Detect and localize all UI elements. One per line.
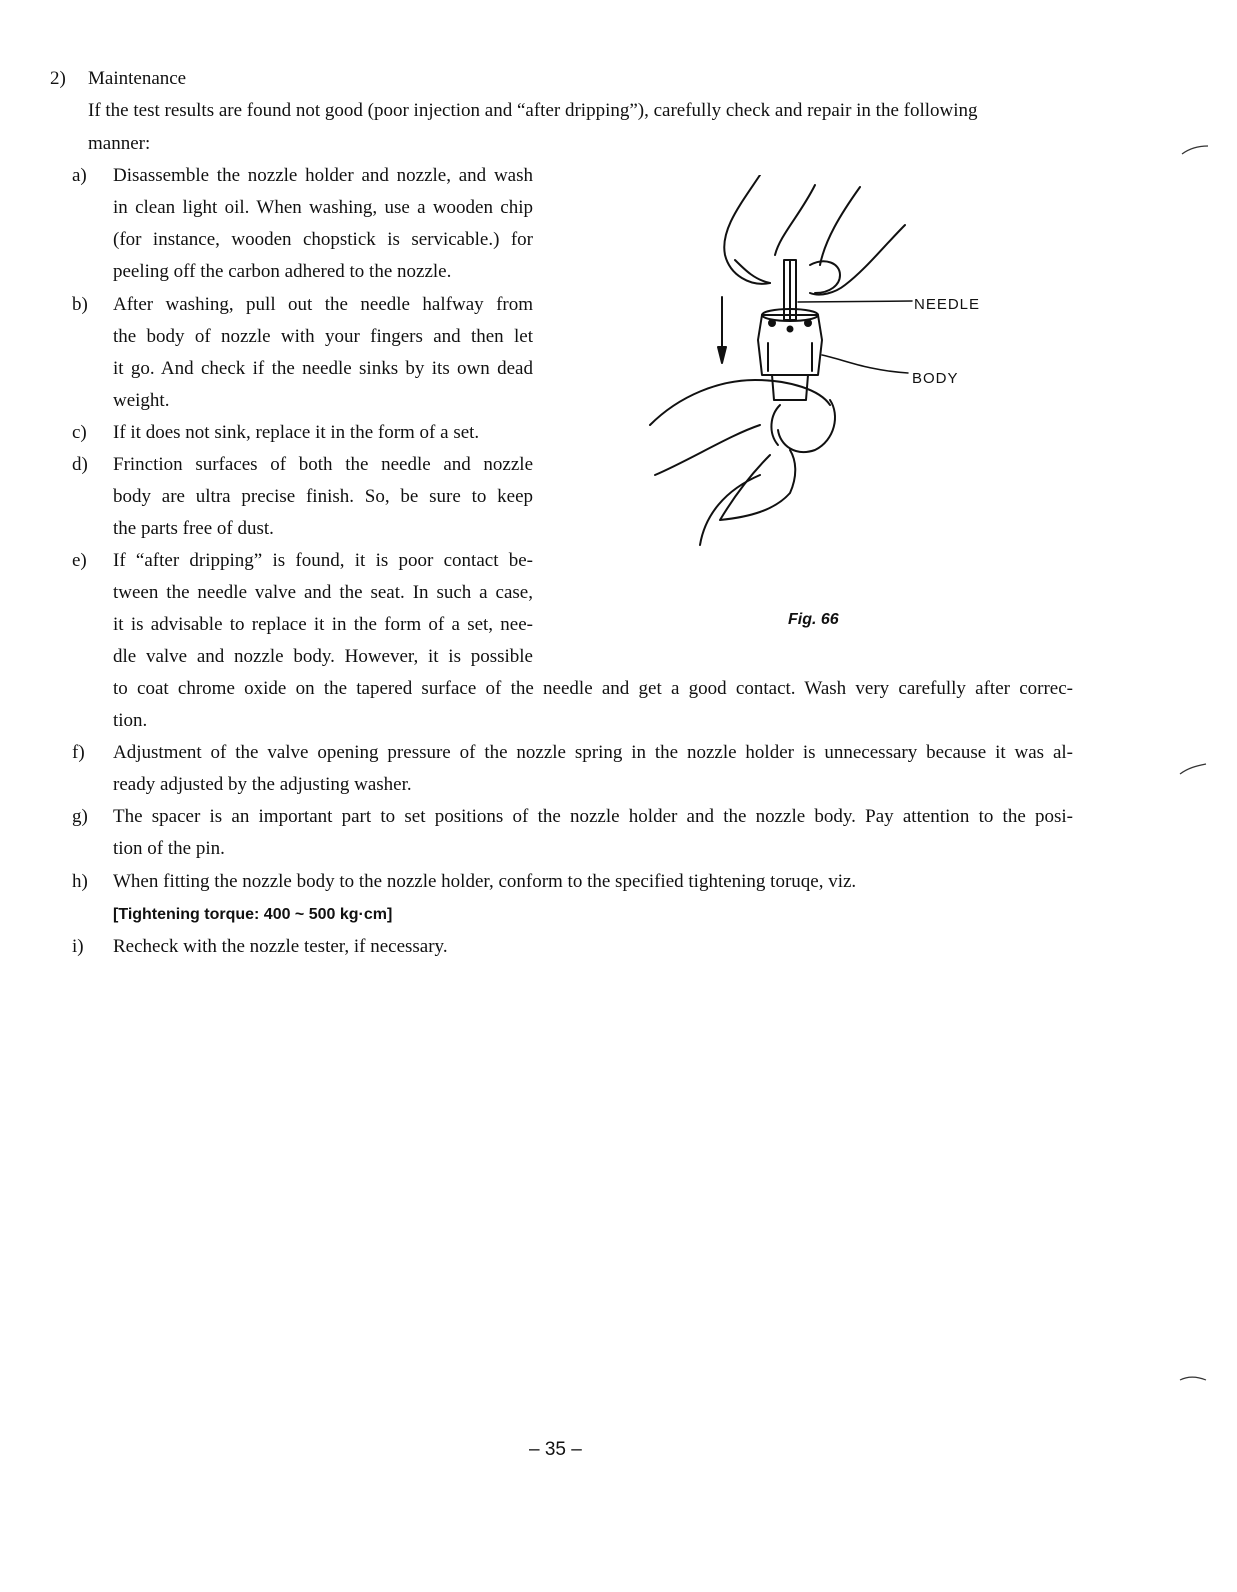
item-a-label: a) (72, 165, 87, 186)
item-d-line: body are ultra precise finish. So, be sure to keep (113, 486, 533, 507)
item-a-line: Disassemble the nozzle holder and nozzle, and wash (113, 165, 533, 186)
item-f-line: ready adjusted by the adjusting washer. (113, 774, 412, 795)
scan-edge-mark (1178, 760, 1208, 780)
item-g-line: tion of the pin. (113, 838, 225, 859)
figure-caption: Fig. 66 (788, 611, 839, 628)
item-e-line: it is advisable to replace it in the form of a set, nee- (113, 614, 533, 635)
needle-callout-label: NEEDLE (914, 296, 981, 313)
tightening-torque-spec: [Tightening torque: 400 ~ 500 kg·cm] (113, 906, 393, 923)
intro-line-2: manner: (88, 133, 151, 154)
item-g-label: g) (72, 806, 88, 827)
item-c-line: If it does not sink, replace it in the form of a set. (113, 422, 480, 443)
item-e-label: e) (72, 550, 87, 571)
item-f-label: f) (72, 742, 85, 763)
item-e-line: tween the needle valve and the seat. In such a case, (113, 582, 533, 603)
section-title: Maintenance (88, 68, 187, 89)
item-e-line: to coat chrome oxide on the tapered surface of the needle and get a good contact. Wash very carefully after correc- (113, 678, 1073, 699)
item-a-line: (for instance, wooden chopstick is servicable.) for (113, 229, 533, 250)
item-b-line: the body of nozzle with your fingers and then let (113, 326, 533, 347)
item-e-line: dle valve and nozzle body. However, it is possible (113, 646, 533, 667)
item-h-line: When fitting the nozzle body to the nozzle holder, conform to the specified tightening toruqe, viz. (113, 871, 857, 892)
intro-line-1: If the test results are found not good (poor injection and “after dripping”), carefully check and repair in the following (88, 100, 978, 121)
item-i-line: Recheck with the nozzle tester, if necessary. (113, 936, 448, 957)
body-callout-label: BODY (912, 370, 959, 387)
item-d-line: Frinction surfaces of both the needle and nozzle (113, 454, 533, 475)
item-a-line: in clean light oil. When washing, use a wooden chip (113, 197, 533, 218)
item-c-label: c) (72, 422, 87, 443)
item-b-line: weight. (113, 390, 170, 411)
scan-edge-mark (1180, 140, 1210, 160)
nozzle-needle-illustration (640, 175, 1000, 555)
item-b-line: After washing, pull out the needle halfway from (113, 294, 533, 315)
item-b-line: it go. And check if the needle sinks by its own dead (113, 358, 533, 379)
item-b-label: b) (72, 294, 88, 315)
scan-edge-mark (1178, 1370, 1208, 1390)
section-number: 2) (50, 68, 66, 89)
item-d-line: the parts free of dust. (113, 518, 274, 539)
item-e-line: tion. (113, 710, 148, 731)
item-f-line: Adjustment of the valve opening pressure of the nozzle spring in the nozzle holder is unnecessary because it was al- (113, 742, 1073, 763)
item-g-line: The spacer is an important part to set positions of the nozzle holder and the nozzle body. Pay attention to the posi- (113, 806, 1073, 827)
item-h-label: h) (72, 871, 88, 892)
page-number: – 35 – (529, 1439, 582, 1460)
item-i-label: i) (72, 936, 84, 957)
item-e-line: If “after dripping” is found, it is poor contact be- (113, 550, 533, 571)
item-d-label: d) (72, 454, 88, 475)
item-a-line: peeling off the carbon adhered to the nozzle. (113, 261, 452, 282)
